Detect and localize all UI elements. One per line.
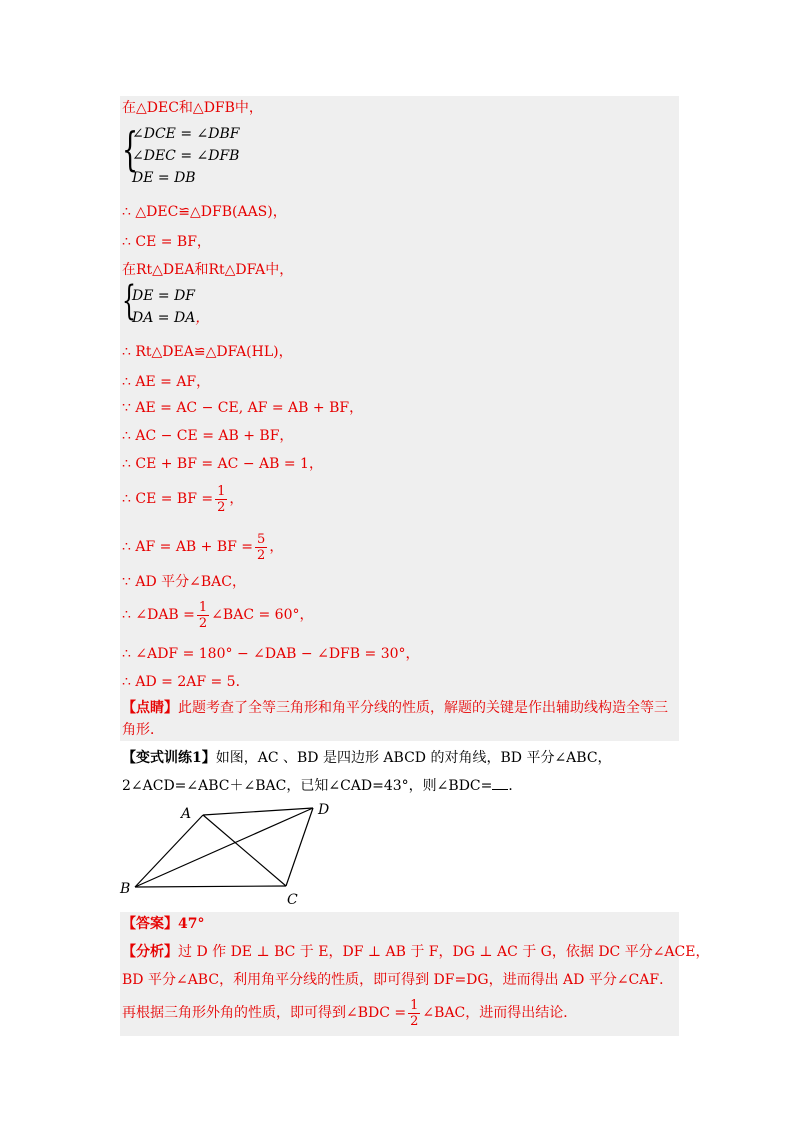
line-text: ∠BAC = 60°， — [211, 607, 314, 623]
vertex-label-b: B — [120, 881, 131, 897]
exercise-label: 【变式训练1】 — [122, 750, 216, 766]
fraction — [255, 532, 267, 563]
system-row: ∠DCE = ∠DBF — [132, 126, 240, 142]
solution-line-7: ∵ AE = AC − CE, AF = AB + BF， — [122, 400, 364, 416]
comment-text: 此题考查了全等三角形和角平分线的性质，解题的关键是作出辅助线构造全等三 — [178, 700, 668, 716]
line-text: ∴ ∠DAB = — [122, 607, 195, 623]
fraction — [408, 998, 420, 1029]
system-row — [132, 308, 209, 328]
solution-line-5: ∴ Rt△DEA≌△DFA(HL)， — [122, 344, 293, 360]
solution-line-3: ∴ CE = BF， — [122, 234, 211, 250]
system-tail: ， — [195, 310, 210, 326]
fraction — [197, 600, 209, 631]
quadrilateral-figure — [115, 798, 345, 910]
fraction-denominator: 2 — [410, 1013, 419, 1029]
fraction-numerator: 1 — [410, 997, 419, 1013]
system-row: DE = DF — [132, 288, 196, 304]
exercise-text-end: ． — [508, 778, 523, 794]
comment-line-2: 角形． — [122, 722, 164, 738]
fraction-numerator: 1 — [217, 483, 226, 499]
edge-cd — [286, 808, 313, 886]
analysis-label: 【分析】 — [122, 944, 178, 960]
equation-system-1 — [122, 122, 322, 188]
comment-line-1 — [122, 698, 668, 718]
system-row: DE = DB — [132, 170, 196, 186]
line-text: ， — [269, 539, 284, 555]
fraction-denominator: 2 — [217, 499, 226, 515]
diagonal-bd — [135, 808, 313, 887]
line-text: ∴ CE = BF = — [122, 491, 214, 507]
solution-line-13 — [122, 598, 313, 632]
solution-line-4: 在Rt△DEA和Rt△DFA中， — [122, 262, 294, 278]
answer-blank — [492, 777, 508, 790]
solution-line-6: ∴ AE = AF， — [122, 374, 211, 390]
vertex-label-c: C — [287, 892, 298, 908]
equation-system-2 — [122, 278, 322, 328]
solution-line-2: ∴ △DEC≌△DFB(AAS)， — [122, 204, 287, 220]
fraction-numerator: 1 — [198, 599, 208, 615]
fraction-numerator: 5 — [257, 531, 266, 547]
line-text: ∠BAC，进而得出结论． — [422, 1005, 578, 1021]
analysis-line-3 — [122, 996, 577, 1030]
fraction-denominator: 2 — [257, 547, 266, 563]
exercise-text: 2∠ACD=∠ABC＋∠BAC，已知∠CAD=43°，则∠BDC= — [122, 778, 493, 794]
solution-line-9: ∴ CE + BF = AC − AB = 1， — [122, 456, 323, 472]
line-text: 再根据三角形外角的性质，即可得到∠BDC = — [122, 1005, 407, 1021]
brace-icon: { — [122, 278, 136, 324]
solution-line-12: ∵ AD 平分∠BAC， — [122, 574, 246, 590]
brace-icon: { — [122, 122, 139, 176]
fraction-denominator: 2 — [198, 615, 208, 631]
edge-ab — [135, 815, 203, 887]
exercise-text: 如图，AC 、BD 是四边形 ABCD 的对角线，BD 平分∠ABC， — [215, 750, 612, 766]
analysis-line-1 — [122, 942, 709, 962]
edge-ad — [203, 808, 313, 815]
system-row: ∠DEC = ∠DFB — [132, 148, 240, 164]
line-text: ， — [229, 491, 244, 507]
edge-bc — [135, 886, 286, 887]
comment-label: 【点睛】 — [122, 700, 178, 716]
analysis-text: 过 D 作 DE ⊥ BC 于 E，DF ⊥ AB 于 F，DG ⊥ AC 于 G，依据 DC 平分∠ACE， — [178, 944, 710, 960]
solution-line-11 — [122, 530, 283, 564]
solution-line-14: ∴ ∠ADF = 180° − ∠DAB − ∠DFB = 30°， — [122, 646, 420, 662]
solution-line-1: 在△DEC和△DFB中， — [122, 100, 263, 116]
solution-line-8: ∴ AC − CE = AB + BF， — [122, 428, 294, 444]
answer-value: 47° — [178, 916, 205, 932]
system-row-text: DA = DA — [132, 310, 196, 326]
answer-line — [122, 914, 204, 934]
answer-label: 【答案】 — [122, 916, 178, 932]
fraction — [215, 484, 227, 515]
vertex-label-d: D — [318, 802, 330, 818]
exercise-line-2 — [122, 776, 522, 796]
analysis-line-2: BD 平分∠ABC，利用角平分线的性质，即可得到 DF=DG，进而得出 AD 平分∠CAF． — [122, 972, 674, 988]
solution-line-10 — [122, 482, 243, 516]
line-text: ∴ AF = AB + BF = — [122, 539, 254, 555]
solution-line-15: ∴ AD = 2AF = 5． — [122, 674, 250, 690]
vertex-label-a: A — [181, 806, 192, 822]
exercise-line-1 — [122, 748, 612, 768]
